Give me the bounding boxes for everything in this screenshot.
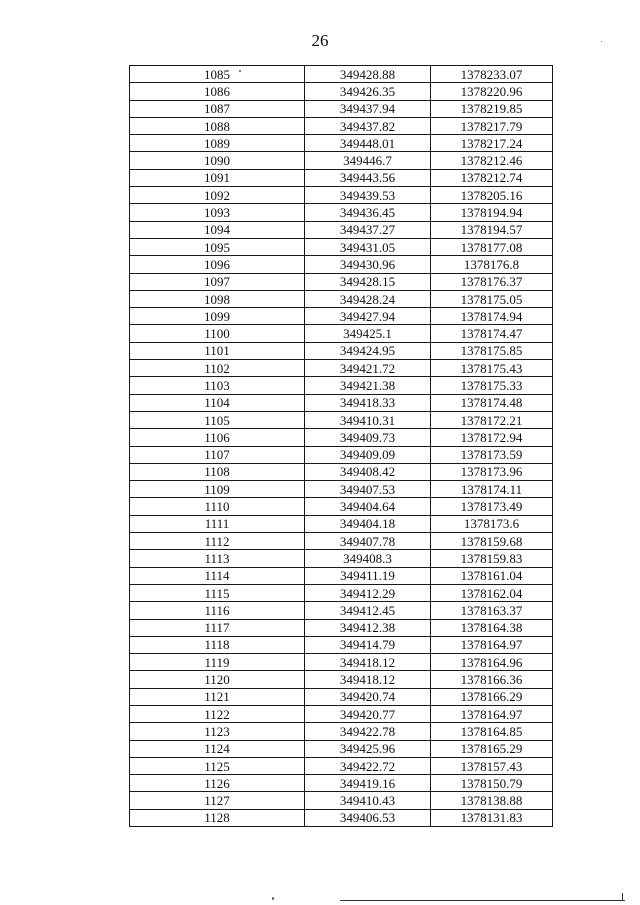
point-number-cell: 1088	[130, 117, 305, 134]
y-coordinate-cell: 1378138.88	[431, 792, 553, 809]
point-number-cell: 1118	[130, 636, 305, 653]
point-number-cell: 1123	[130, 723, 305, 740]
table-row	[130, 792, 553, 809]
table-row	[130, 273, 553, 290]
point-number-cell: 1095	[130, 238, 305, 255]
x-coordinate-cell: 349420.74	[305, 688, 431, 705]
table-row	[130, 360, 553, 377]
table-row	[130, 411, 553, 428]
point-number-cell: 1093	[130, 204, 305, 221]
x-coordinate-cell: 349421.72	[305, 360, 431, 377]
y-coordinate-cell: 1378219.85	[431, 100, 553, 117]
point-number-cell: 1109	[130, 481, 305, 498]
y-coordinate-cell: 1378175.43	[431, 360, 553, 377]
table-row	[130, 66, 553, 83]
point-number-cell: 1092	[130, 187, 305, 204]
x-coordinate-cell: 349412.45	[305, 602, 431, 619]
table-row	[130, 515, 553, 532]
point-number-cell: 1111	[130, 515, 305, 532]
coordinates-table	[129, 65, 553, 827]
point-number-cell: 1127	[130, 792, 305, 809]
x-coordinate-cell: 349431.05	[305, 238, 431, 255]
x-coordinate-cell: 349422.78	[305, 723, 431, 740]
y-coordinate-cell: 1378233.07	[431, 66, 553, 83]
y-coordinate-cell: 1378150.79	[431, 775, 553, 792]
x-coordinate-cell: 349422.72	[305, 757, 431, 774]
y-coordinate-cell: 1378174.11	[431, 481, 553, 498]
x-coordinate-cell: 349418.12	[305, 671, 431, 688]
coordinates-table-body	[130, 66, 553, 827]
x-coordinate-cell: 349404.18	[305, 515, 431, 532]
y-coordinate-cell: 1378217.79	[431, 117, 553, 134]
x-coordinate-cell: 349407.78	[305, 533, 431, 550]
y-coordinate-cell: 1378172.21	[431, 411, 553, 428]
y-coordinate-cell: 1378174.94	[431, 308, 553, 325]
x-coordinate-cell: 349418.33	[305, 394, 431, 411]
point-number-cell: 1104	[130, 394, 305, 411]
point-number-cell: 1098	[130, 290, 305, 307]
point-number-cell: 1110	[130, 498, 305, 515]
y-coordinate-cell: 1378159.83	[431, 550, 553, 567]
y-coordinate-cell: 1378163.37	[431, 602, 553, 619]
point-number-cell: 1089	[130, 135, 305, 152]
y-coordinate-cell: 1378173.96	[431, 463, 553, 480]
table-row	[130, 602, 553, 619]
table-row	[130, 688, 553, 705]
y-coordinate-cell: 1378172.94	[431, 429, 553, 446]
table-row	[130, 256, 553, 273]
table-row	[130, 463, 553, 480]
table-row	[130, 809, 553, 826]
table-row	[130, 290, 553, 307]
y-coordinate-cell: 1378157.43	[431, 757, 553, 774]
y-coordinate-cell: 1378174.47	[431, 325, 553, 342]
table-row	[130, 498, 553, 515]
y-coordinate-cell: 1378205.16	[431, 187, 553, 204]
y-coordinate-cell: 1378175.05	[431, 290, 553, 307]
x-coordinate-cell: 349437.94	[305, 100, 431, 117]
x-coordinate-cell: 349425.1	[305, 325, 431, 342]
scan-speck	[601, 41, 602, 42]
y-coordinate-cell: 1378164.96	[431, 654, 553, 671]
point-number-cell: 1125	[130, 757, 305, 774]
table-row	[130, 584, 553, 601]
x-coordinate-cell: 349427.94	[305, 308, 431, 325]
y-coordinate-cell: 1378175.85	[431, 342, 553, 359]
y-coordinate-cell: 1378175.33	[431, 377, 553, 394]
x-coordinate-cell: 349428.15	[305, 273, 431, 290]
table-row	[130, 394, 553, 411]
x-coordinate-cell: 349436.45	[305, 204, 431, 221]
y-coordinate-cell: 1378164.38	[431, 619, 553, 636]
x-coordinate-cell: 349430.96	[305, 256, 431, 273]
point-number-cell: 1090	[130, 152, 305, 169]
point-number-cell: 1105	[130, 411, 305, 428]
x-coordinate-cell: 349411.19	[305, 567, 431, 584]
x-coordinate-cell: 349409.73	[305, 429, 431, 446]
point-number-cell: 1116	[130, 602, 305, 619]
y-coordinate-cell: 1378194.94	[431, 204, 553, 221]
y-coordinate-cell: 1378173.59	[431, 446, 553, 463]
y-coordinate-cell: 1378177.08	[431, 238, 553, 255]
point-number-cell: 1126	[130, 775, 305, 792]
x-coordinate-cell: 349428.88	[305, 66, 431, 83]
point-number-cell: 1114	[130, 567, 305, 584]
y-coordinate-cell: 1378212.46	[431, 152, 553, 169]
y-coordinate-cell: 1378166.36	[431, 671, 553, 688]
x-coordinate-cell: 349408.42	[305, 463, 431, 480]
y-coordinate-cell: 1378176.8	[431, 256, 553, 273]
table-row	[130, 238, 553, 255]
point-number-cell: 1124	[130, 740, 305, 757]
y-coordinate-cell: 1378164.97	[431, 705, 553, 722]
page-number: 26	[311, 31, 329, 50]
x-coordinate-cell: 349412.29	[305, 584, 431, 601]
point-number-cell: 1122	[130, 705, 305, 722]
x-coordinate-cell: 349428.24	[305, 290, 431, 307]
point-number-cell: 1086	[130, 83, 305, 100]
point-number-cell: 1097	[130, 273, 305, 290]
table-row	[130, 550, 553, 567]
y-coordinate-cell: 1378217.24	[431, 135, 553, 152]
x-coordinate-cell: 349414.79	[305, 636, 431, 653]
scan-edge-mark	[622, 893, 623, 901]
y-coordinate-cell: 1378174.48	[431, 394, 553, 411]
y-coordinate-cell: 1378131.83	[431, 809, 553, 826]
y-coordinate-cell: 1378173.6	[431, 515, 553, 532]
x-coordinate-cell: 349412.38	[305, 619, 431, 636]
y-coordinate-cell: 1378159.68	[431, 533, 553, 550]
y-coordinate-cell: 1378176.37	[431, 273, 553, 290]
x-coordinate-cell: 349419.16	[305, 775, 431, 792]
table-row	[130, 446, 553, 463]
y-coordinate-cell: 1378166.29	[431, 688, 553, 705]
table-row	[130, 221, 553, 238]
point-number-cell: 1096	[130, 256, 305, 273]
table-row	[130, 83, 553, 100]
table-row	[130, 481, 553, 498]
point-number-cell: 1103	[130, 377, 305, 394]
scan-speck	[272, 897, 274, 900]
x-coordinate-cell: 349408.3	[305, 550, 431, 567]
y-coordinate-cell: 1378164.85	[431, 723, 553, 740]
table-row	[130, 308, 553, 325]
table-row	[130, 705, 553, 722]
x-coordinate-cell: 349424.95	[305, 342, 431, 359]
x-coordinate-cell: 349448.01	[305, 135, 431, 152]
point-number-cell: 1100	[130, 325, 305, 342]
x-coordinate-cell: 349446.7	[305, 152, 431, 169]
table-row	[130, 757, 553, 774]
x-coordinate-cell: 349421.38	[305, 377, 431, 394]
table-row	[130, 204, 553, 221]
x-coordinate-cell: 349410.31	[305, 411, 431, 428]
table-row	[130, 117, 553, 134]
point-number-cell: 1108	[130, 463, 305, 480]
point-number-cell: 1085	[130, 66, 305, 83]
point-number-cell: 1106	[130, 429, 305, 446]
x-coordinate-cell: 349409.09	[305, 446, 431, 463]
point-number-cell: 1121	[130, 688, 305, 705]
x-coordinate-cell: 349439.53	[305, 187, 431, 204]
table-row	[130, 619, 553, 636]
point-number-cell: 1128	[130, 809, 305, 826]
table-row	[130, 152, 553, 169]
y-coordinate-cell: 1378212.74	[431, 169, 553, 186]
table-row	[130, 775, 553, 792]
table-row	[130, 567, 553, 584]
point-number-cell: 1112	[130, 533, 305, 550]
table-row	[130, 377, 553, 394]
point-number-cell: 1101	[130, 342, 305, 359]
point-number-cell: 1107	[130, 446, 305, 463]
point-number-cell: 1113	[130, 550, 305, 567]
table-row	[130, 533, 553, 550]
point-number-cell: 1117	[130, 619, 305, 636]
point-number-cell: 1094	[130, 221, 305, 238]
table-row	[130, 135, 553, 152]
table-row	[130, 325, 553, 342]
table-row	[130, 169, 553, 186]
point-number-cell: 1087	[130, 100, 305, 117]
x-coordinate-cell: 349425.96	[305, 740, 431, 757]
y-coordinate-cell: 1378194.57	[431, 221, 553, 238]
x-coordinate-cell: 349406.53	[305, 809, 431, 826]
y-coordinate-cell: 1378173.49	[431, 498, 553, 515]
y-coordinate-cell: 1378162.04	[431, 584, 553, 601]
table-row	[130, 429, 553, 446]
point-number-cell: 1119	[130, 654, 305, 671]
y-coordinate-cell: 1378164.97	[431, 636, 553, 653]
point-number-cell: 1091	[130, 169, 305, 186]
y-coordinate-cell: 1378161.04	[431, 567, 553, 584]
table-row	[130, 740, 553, 757]
table-row	[130, 723, 553, 740]
x-coordinate-cell: 349437.27	[305, 221, 431, 238]
x-coordinate-cell: 349407.53	[305, 481, 431, 498]
x-coordinate-cell: 349437.82	[305, 117, 431, 134]
x-coordinate-cell: 349418.12	[305, 654, 431, 671]
x-coordinate-cell: 349420.77	[305, 705, 431, 722]
table-row	[130, 654, 553, 671]
point-number-cell: 1120	[130, 671, 305, 688]
table-row	[130, 636, 553, 653]
table-row	[130, 187, 553, 204]
point-number-cell: 1102	[130, 360, 305, 377]
x-coordinate-cell: 349443.56	[305, 169, 431, 186]
y-coordinate-cell: 1378165.29	[431, 740, 553, 757]
x-coordinate-cell: 349404.64	[305, 498, 431, 515]
table-row	[130, 342, 553, 359]
point-number-cell: 1099	[130, 308, 305, 325]
table-row	[130, 671, 553, 688]
y-coordinate-cell: 1378220.96	[431, 83, 553, 100]
x-coordinate-cell: 349426.35	[305, 83, 431, 100]
point-number-cell: 1115	[130, 584, 305, 601]
scan-edge-line	[340, 900, 625, 901]
table-row	[130, 100, 553, 117]
scan-speck	[239, 70, 241, 72]
x-coordinate-cell: 349410.43	[305, 792, 431, 809]
